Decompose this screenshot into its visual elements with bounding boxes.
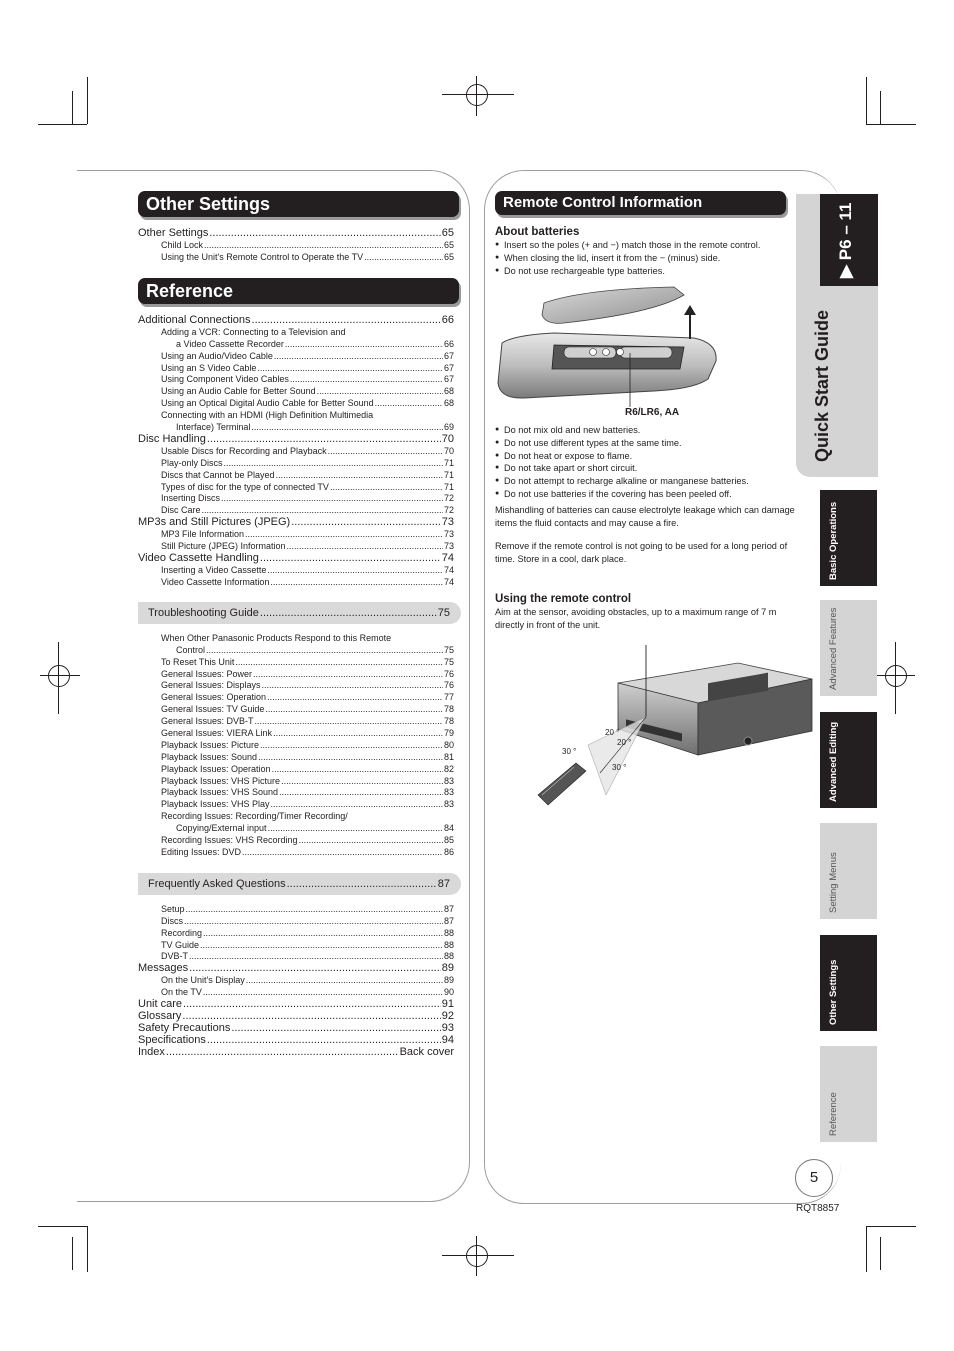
toc-leader (186, 903, 443, 915)
toc-page: 75 (443, 656, 454, 667)
toc-page: 87 (437, 878, 450, 890)
toc-text: Using an Optical Digital Audio Cable for Better Sound (161, 398, 374, 409)
toc-leader (203, 986, 443, 998)
toc-entry[interactable] (138, 656, 454, 668)
toc-page: 70 (443, 445, 454, 456)
toc-text: a Video Cassette Recorder (176, 338, 284, 349)
toc-page: 71 (443, 481, 454, 492)
toc-text: Play-only Discs (161, 457, 223, 468)
toc-text: MP3s and Still Pictures (JPEG) (138, 516, 291, 529)
toc-leader (260, 739, 443, 751)
toc-leader (279, 787, 443, 799)
toc-text: Playback Issues: Sound (161, 751, 258, 762)
toc-leader (207, 1034, 441, 1046)
toc-page: 89 (443, 975, 454, 986)
toc-leader (267, 564, 443, 576)
toc-page: 68 (443, 386, 454, 397)
toc-text: General Issues: Operation (161, 692, 267, 703)
toc-entry[interactable] (138, 986, 454, 998)
bullet-item: ● Insert so the poles (+ and −) match those in the remote control. (495, 239, 800, 252)
toc-leader (253, 668, 443, 680)
bullet-item: ● Do not mix old and new batteries. (495, 424, 800, 437)
toc-leader (252, 314, 441, 326)
toc-leader (267, 691, 443, 703)
toc-page: 83 (443, 787, 454, 798)
toc-text: General Issues: DVB-T (161, 716, 254, 727)
side-tab-other-settings[interactable] (820, 935, 877, 1031)
remote-control-header: Remote Control Information (495, 191, 786, 215)
toc-page: 66 (441, 314, 454, 326)
toc-page: 65 (443, 251, 454, 262)
toc-page: 83 (443, 799, 454, 810)
bullet-item: ● Do not use rechargeable type batteries. (495, 265, 800, 278)
toc-page: 68 (443, 398, 454, 409)
toc-leader (268, 822, 443, 834)
toc-page: 77 (443, 692, 454, 703)
toc-leader (231, 1022, 440, 1034)
toc-page: 75 (443, 644, 454, 655)
toc-leader (206, 644, 443, 656)
toc-entry[interactable] (138, 903, 454, 915)
toc-entry[interactable] (138, 810, 454, 822)
toc-entry[interactable] (138, 927, 454, 939)
toc-text: Using an Audio/Video Cable (161, 350, 273, 361)
toc-text: Types of disc for the type of connected TV (161, 481, 329, 492)
toc-text: Index (138, 1046, 165, 1059)
toc-page: 91 (441, 998, 454, 1011)
page-range-label: ▶ P6 – 11 (836, 202, 855, 278)
side-tab-reference[interactable] (820, 1046, 877, 1142)
toc-leader (207, 433, 441, 445)
bullet-item: ● Do not use batteries if the covering has been peeled off. (495, 488, 800, 501)
toc-page: 65 (443, 239, 454, 250)
faq-toc (138, 903, 454, 1058)
toc-page: 73 (443, 529, 454, 540)
toc-leader (276, 469, 443, 481)
toc-text: Video Cassette Handling (138, 552, 259, 565)
faq-bar[interactable] (138, 873, 461, 895)
toc-text: On the Unit's Display (161, 975, 245, 986)
toc-page: 72 (443, 505, 454, 516)
toc-leader (204, 239, 443, 251)
toc-text: Safety Precautions (138, 1022, 231, 1035)
toc-leader (260, 552, 441, 564)
toc-entry[interactable] (138, 409, 454, 421)
toc-page: 92 (441, 1010, 454, 1023)
toc-text: Playback Issues: VHS Picture (161, 775, 281, 786)
troubleshooting-bar[interactable] (138, 602, 461, 624)
angle-label-top: 20 ° (605, 728, 620, 737)
toc-leader (202, 504, 443, 516)
angle-label-left: 30 ° (562, 747, 577, 756)
toc-entry[interactable] (138, 691, 454, 703)
toc-leader (189, 951, 443, 963)
toc-leader (290, 374, 443, 386)
toc-text: DVB-T (161, 951, 188, 962)
bullet-item: ● Do not attempt to recharge alkaline or manganese batteries. (495, 475, 800, 488)
remote-range-illustration (528, 645, 814, 815)
toc-entry[interactable] (138, 397, 454, 409)
toc-entry[interactable] (138, 362, 454, 374)
toc-page: 65 (441, 227, 454, 239)
toc-leader (245, 528, 443, 540)
bullet-item: ● When closing the lid, insert it from the − (minus) side. (495, 252, 800, 265)
toc-leader (258, 751, 443, 763)
toc-entry[interactable] (138, 552, 454, 564)
toc-entry[interactable] (138, 421, 454, 433)
toc-leader (251, 421, 443, 433)
toc-page: 83 (443, 775, 454, 786)
toc-leader (265, 703, 443, 715)
toc-page: 69 (443, 422, 454, 433)
toc-text: Recording Issues: Recording/Timer Recording/ (161, 811, 348, 822)
side-tab-advanced-features[interactable] (820, 600, 877, 696)
toc-page: 84 (443, 823, 454, 834)
toc-text: To Reset This Unit (161, 656, 235, 667)
toc-page: 79 (443, 728, 454, 739)
toc-entry[interactable] (138, 644, 454, 656)
toc-leader (182, 1010, 440, 1022)
toc-text: Frequently Asked Questions (148, 878, 286, 890)
toc-leader (183, 998, 441, 1010)
toc-leader (330, 481, 443, 493)
reference-header: Reference (138, 278, 459, 304)
toc-entry[interactable] (138, 715, 454, 727)
toc-text: Messages (138, 962, 189, 975)
toc-entry[interactable] (138, 915, 454, 927)
toc-page: 90 (443, 987, 454, 998)
toc-entry[interactable] (138, 751, 454, 763)
toc-text: Editing Issues: DVD (161, 846, 242, 857)
toc-leader (328, 445, 443, 457)
toc-entry[interactable] (138, 974, 454, 986)
toc-page: 88 (443, 951, 454, 962)
quick-start-tab[interactable] (796, 194, 878, 477)
toc-page: 76 (443, 680, 454, 691)
toc-text: Using an S Video Cable (161, 362, 257, 373)
toc-text: Using Component Video Cables (161, 374, 289, 385)
toc-page: 73 (443, 541, 454, 552)
toc-page: 75 (437, 607, 450, 619)
angle-label-bottom: 30 ° (612, 763, 627, 772)
toc-page: 88 (443, 939, 454, 950)
side-tab-label: Reference (828, 1092, 839, 1136)
toc-entry[interactable] (138, 962, 454, 974)
toc-entry[interactable] (138, 998, 454, 1010)
faq-entry[interactable] (148, 878, 450, 890)
toc-leader (203, 927, 443, 939)
toc-text: Discs (161, 915, 183, 926)
toc-page: 88 (443, 927, 454, 938)
about-batteries-heading: About batteries (495, 226, 580, 238)
toc-page: 67 (443, 374, 454, 385)
toc-page: 72 (443, 493, 454, 504)
toc-entry[interactable] (138, 469, 454, 481)
toc-entry[interactable] (138, 338, 454, 350)
side-tab-label: Setting Menus (828, 852, 839, 913)
toc-leader (270, 576, 443, 588)
battery-type-label: R6/LR6, AA (625, 407, 680, 418)
toc-entry[interactable] (138, 528, 454, 540)
toc-entry[interactable] (138, 374, 454, 386)
toc-entry[interactable] (138, 314, 454, 326)
angle-label-right: 20 ° (617, 738, 632, 747)
side-tab-label: Advanced Editing (828, 721, 839, 802)
using-remote-text: Aim at the sensor, avoiding obstacles, up to a maximum range of 7 m directly in front of the unit. (495, 607, 777, 630)
toc-page: 73 (441, 516, 454, 529)
toc-text: Disc Care (161, 505, 201, 516)
toc-page: 70 (441, 433, 454, 446)
toc-text: Connecting with an HDMI (High Definition Multimedia (161, 410, 374, 421)
toc-leader (272, 763, 443, 775)
toc-text: Usable Discs for Recording and Playback (161, 445, 327, 456)
toc-text: Playback Issues: VHS Play (161, 799, 270, 810)
toc-entry[interactable] (138, 798, 454, 810)
toc-text: Unit care (138, 998, 183, 1011)
toc-text: Inserting a Video Cassette (161, 565, 267, 576)
toc-leader (242, 846, 443, 858)
toc-leader (257, 362, 443, 374)
toc-text: General Issues: VIERA Link (161, 728, 273, 739)
toc-leader (281, 775, 443, 787)
toc-text: Recording Issues: VHS Recording (161, 835, 298, 846)
mishandling-note: Mishandling of batteries can cause electrolyte leakage which can damage items the fluid contacts and may cause a fire. (495, 504, 795, 528)
toc-entry[interactable] (138, 846, 454, 858)
toc-entry[interactable] (138, 239, 454, 251)
toc-page: 81 (443, 751, 454, 762)
reference-toc (138, 314, 454, 588)
side-tab-label: Other Settings (828, 959, 839, 1025)
toc-entry[interactable] (138, 445, 454, 457)
toc-leader (291, 516, 441, 528)
toc-text: Inserting Discs (161, 493, 221, 504)
toc-page: 78 (443, 704, 454, 715)
toc-page: 66 (443, 338, 454, 349)
toc-entry[interactable] (138, 668, 454, 680)
troubleshooting-toc (138, 632, 454, 858)
toc-text: Troubleshooting Guide (148, 607, 259, 619)
toc-page: 85 (443, 835, 454, 846)
toc-leader (224, 457, 443, 469)
toc-leader (166, 1046, 399, 1058)
toc-leader (235, 656, 443, 668)
toc-leader (221, 493, 443, 505)
battery-insertion-illustration (494, 283, 720, 408)
toc-text: Copying/External input (176, 823, 267, 834)
toc-text: TV Guide (161, 939, 200, 950)
toc-leader (262, 680, 443, 692)
toc-entry[interactable] (138, 493, 454, 505)
toc-page: 74 (443, 565, 454, 576)
side-tab-setting-menus[interactable] (820, 823, 877, 919)
toc-text: Specifications (138, 1034, 206, 1047)
toc-page: 86 (443, 846, 454, 857)
toc-text: General Issues: Displays (161, 680, 261, 691)
toc-page: 87 (443, 915, 454, 926)
document-code: RQT8857 (796, 1203, 840, 1214)
toc-page: 74 (441, 552, 454, 565)
toc-entry[interactable] (138, 787, 454, 799)
toc-text: On the TV (161, 987, 202, 998)
toc-text: Using an Audio Cable for Better Sound (161, 386, 316, 397)
toc-page: 74 (443, 576, 454, 587)
toc-page: 82 (443, 763, 454, 774)
toc-leader (184, 915, 443, 927)
toc-leader (287, 540, 443, 552)
toc-entry[interactable] (138, 385, 454, 397)
battery-warnings (495, 424, 800, 566)
toc-entry[interactable] (138, 727, 454, 739)
toc-text: Interface) Terminal (176, 422, 251, 433)
toc-leader (189, 962, 441, 974)
remove-note: Remove if the remote control is not going to be used for a long period of time. Store in a cool, dark place. (495, 541, 788, 565)
toc-text: Playback Issues: Picture (161, 739, 260, 750)
toc-leader (299, 834, 443, 846)
toc-text: Additional Connections (138, 314, 251, 326)
toc-entry[interactable] (138, 739, 454, 751)
page-number: 5 (795, 1159, 833, 1197)
troubleshooting-entry[interactable] (148, 607, 450, 619)
quick-start-label: Quick Start Guide (812, 309, 832, 462)
toc-entry[interactable] (138, 481, 454, 493)
side-tab-label: Advanced Features (828, 607, 839, 690)
toc-leader (246, 974, 443, 986)
toc-leader (271, 798, 443, 810)
toc-text: Recording (161, 927, 203, 938)
toc-text: Playback Issues: Operation (161, 763, 271, 774)
toc-entry[interactable] (138, 1022, 454, 1034)
toc-page: 76 (443, 668, 454, 679)
toc-entry[interactable] (138, 834, 454, 846)
toc-leader (285, 338, 443, 350)
toc-entry[interactable] (138, 1010, 454, 1022)
toc-leader (274, 350, 443, 362)
toc-page: 67 (443, 350, 454, 361)
bullet-item: ● Do not take apart or short circuit. (495, 462, 800, 475)
toc-text: Adding a VCR: Connecting to a Television and (161, 326, 346, 337)
toc-leader (273, 727, 443, 739)
bullet-item: ● Do not heat or expose to flame. (495, 450, 800, 463)
toc-entry[interactable] (138, 763, 454, 775)
toc-entry[interactable] (138, 540, 454, 552)
toc-text: Using the Unit's Remote Control to Operate the TV (161, 251, 364, 262)
toc-page: 71 (443, 457, 454, 468)
bullet-item: ● Do not use different types at the same time. (495, 437, 800, 450)
toc-entry[interactable] (138, 516, 454, 528)
toc-page: 93 (441, 1022, 454, 1035)
other-settings-toc (138, 227, 454, 263)
toc-entry[interactable] (138, 326, 454, 338)
toc-page: 80 (443, 739, 454, 750)
toc-entry[interactable] (138, 227, 454, 239)
toc-text: General Issues: Power (161, 668, 253, 679)
toc-entry[interactable] (138, 433, 454, 445)
using-remote-heading: Using the remote control (495, 593, 632, 605)
toc-entry[interactable] (138, 632, 454, 644)
toc-page: 67 (443, 362, 454, 373)
toc-entry[interactable] (138, 822, 454, 834)
using-remote-section (495, 592, 800, 632)
toc-leader (317, 385, 443, 397)
toc-entry[interactable] (138, 564, 454, 576)
toc-page: 89 (441, 962, 454, 975)
toc-text: Other Settings (138, 227, 209, 239)
toc-text: Video Cassette Information (161, 576, 270, 587)
toc-entry[interactable] (138, 251, 454, 263)
toc-page: Back cover (399, 1046, 454, 1059)
toc-text: Playback Issues: VHS Sound (161, 787, 279, 798)
toc-entry[interactable] (138, 951, 454, 963)
toc-leader (209, 227, 440, 239)
toc-entry[interactable] (138, 350, 454, 362)
toc-text: Child Lock (161, 239, 204, 250)
toc-text: Control (176, 644, 206, 655)
toc-text: Setup (161, 903, 185, 914)
toc-entry[interactable] (138, 1034, 454, 1046)
toc-leader (364, 251, 443, 263)
toc-text: MP3 File Information (161, 529, 245, 540)
toc-page: 94 (441, 1034, 454, 1047)
toc-entry[interactable] (138, 939, 454, 951)
toc-entry[interactable] (138, 703, 454, 715)
toc-page: 87 (443, 903, 454, 914)
toc-leader (375, 397, 443, 409)
toc-text: Still Picture (JPEG) Information (161, 541, 286, 552)
about-batteries-section (495, 225, 800, 277)
toc-entry[interactable] (138, 576, 454, 588)
other-settings-header: Other Settings (138, 191, 459, 217)
side-tab-label: Basic Operations (828, 501, 839, 580)
toc-entry[interactable] (138, 457, 454, 469)
toc-entry[interactable] (138, 504, 454, 516)
side-tab-advanced-editing[interactable] (820, 712, 877, 808)
toc-entry[interactable] (138, 775, 454, 787)
toc-text: Glossary (138, 1010, 182, 1023)
side-tab-basic-operations[interactable] (820, 490, 877, 586)
toc-text: General Issues: TV Guide (161, 704, 265, 715)
toc-leader (255, 715, 443, 727)
toc-text: Discs that Cannot be Played (161, 469, 275, 480)
toc-text: When Other Panasonic Products Respond to this Remote (161, 632, 392, 643)
toc-entry[interactable] (138, 1046, 454, 1058)
toc-page: 71 (443, 469, 454, 480)
toc-entry[interactable] (138, 680, 454, 692)
toc-leader (200, 939, 443, 951)
toc-page: 78 (443, 716, 454, 727)
toc-text: Disc Handling (138, 433, 206, 446)
